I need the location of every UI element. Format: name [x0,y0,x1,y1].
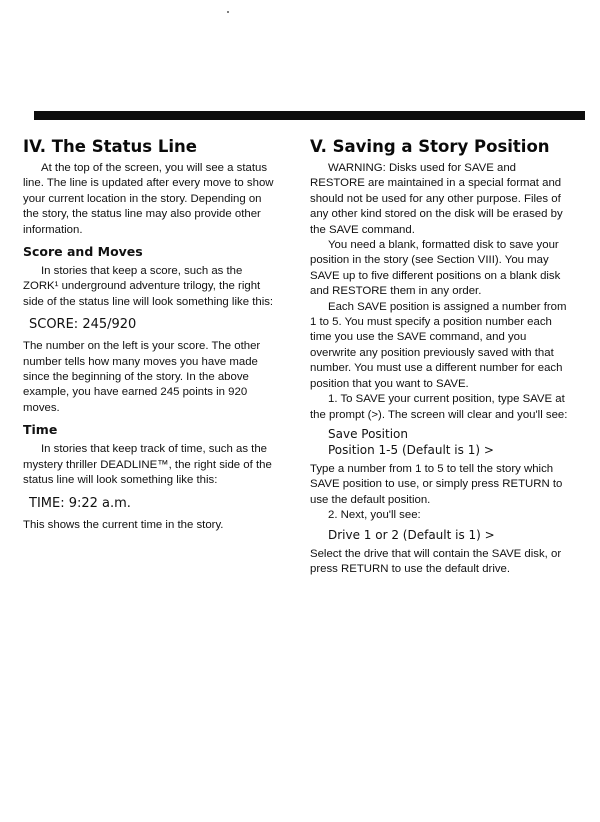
save-warning: WARNING: Disks used for SAVE and RESTORE are maintained in a special format and should not be used for any other purpose. Files of any other kind stored on the disk will be erased by the SAVE command. [310,162,563,236]
save-step-2: 2. Next, you'll see: [328,509,421,522]
save-prompt-1-line-2: Position 1-5 (Default is 1) > [328,442,494,457]
save-prompt-1-line-1: Save Position [328,426,408,441]
subheading-time: Time [23,422,58,438]
status-line-intro: At the top of the screen, you will see a status line. The line is updated after every move to show your current location in the story. Depending on the story, the status line may also provide other information. [23,162,274,236]
time-explanation: This shows the current time in the story. [23,518,224,531]
type-number-instruction: Type a number from 1 to 5 to tell the story which SAVE position to use, or simply press RETURN to use the default position. [310,462,563,506]
section-title-status-line: IV. The Status Line [23,137,197,156]
save-prompt-1 [328,426,572,458]
time-description: In stories that keep track of time, such as the mystery thriller DEADLINE™, the right side of the status line will look something like this: [23,443,272,487]
section-title-saving: V. Saving a Story Position [310,137,550,156]
score-description: In stories that keep a score, such as the ZORK¹ underground adventure trilogy, the right side of the status line will look something like this: [23,265,274,308]
right-column [310,137,572,577]
left-column [23,137,275,533]
score-explanation: The number on the left is your score. The other number tells how many moves you have made since the beginning of the story. In the above example, you have earned 245 points in 920 moves. [23,340,261,414]
header-rule [34,111,585,120]
select-drive-instruction: Select the drive that will contain the SAVE disk, or press RETURN to use the default drive. [310,547,562,575]
blank-disk-note: You need a blank, formatted disk to save your position in the story (see Section VIII). You may SAVE up to five different positions on a blank disk and RESTORE them in any order. [310,239,561,298]
time-example: TIME: 9:22 a.m. [29,495,131,511]
save-prompt-2: Drive 1 or 2 (Default is 1) > [328,527,495,542]
score-example: SCORE: 245/920 [29,317,137,333]
save-step-1: 1. To SAVE your current position, type SAVE at the prompt (>). The screen will clear and you'll see: [310,393,568,421]
subheading-score-moves: Score and Moves [23,244,143,260]
save-position-numbers: Each SAVE position is assigned a number from 1 to 5. You must specify a position number each time you use the SAVE command, and you overwrite any position previously saved with that number. You must use a different number for each position that you want to SAVE. [310,300,567,390]
scan-speck [227,11,229,13]
